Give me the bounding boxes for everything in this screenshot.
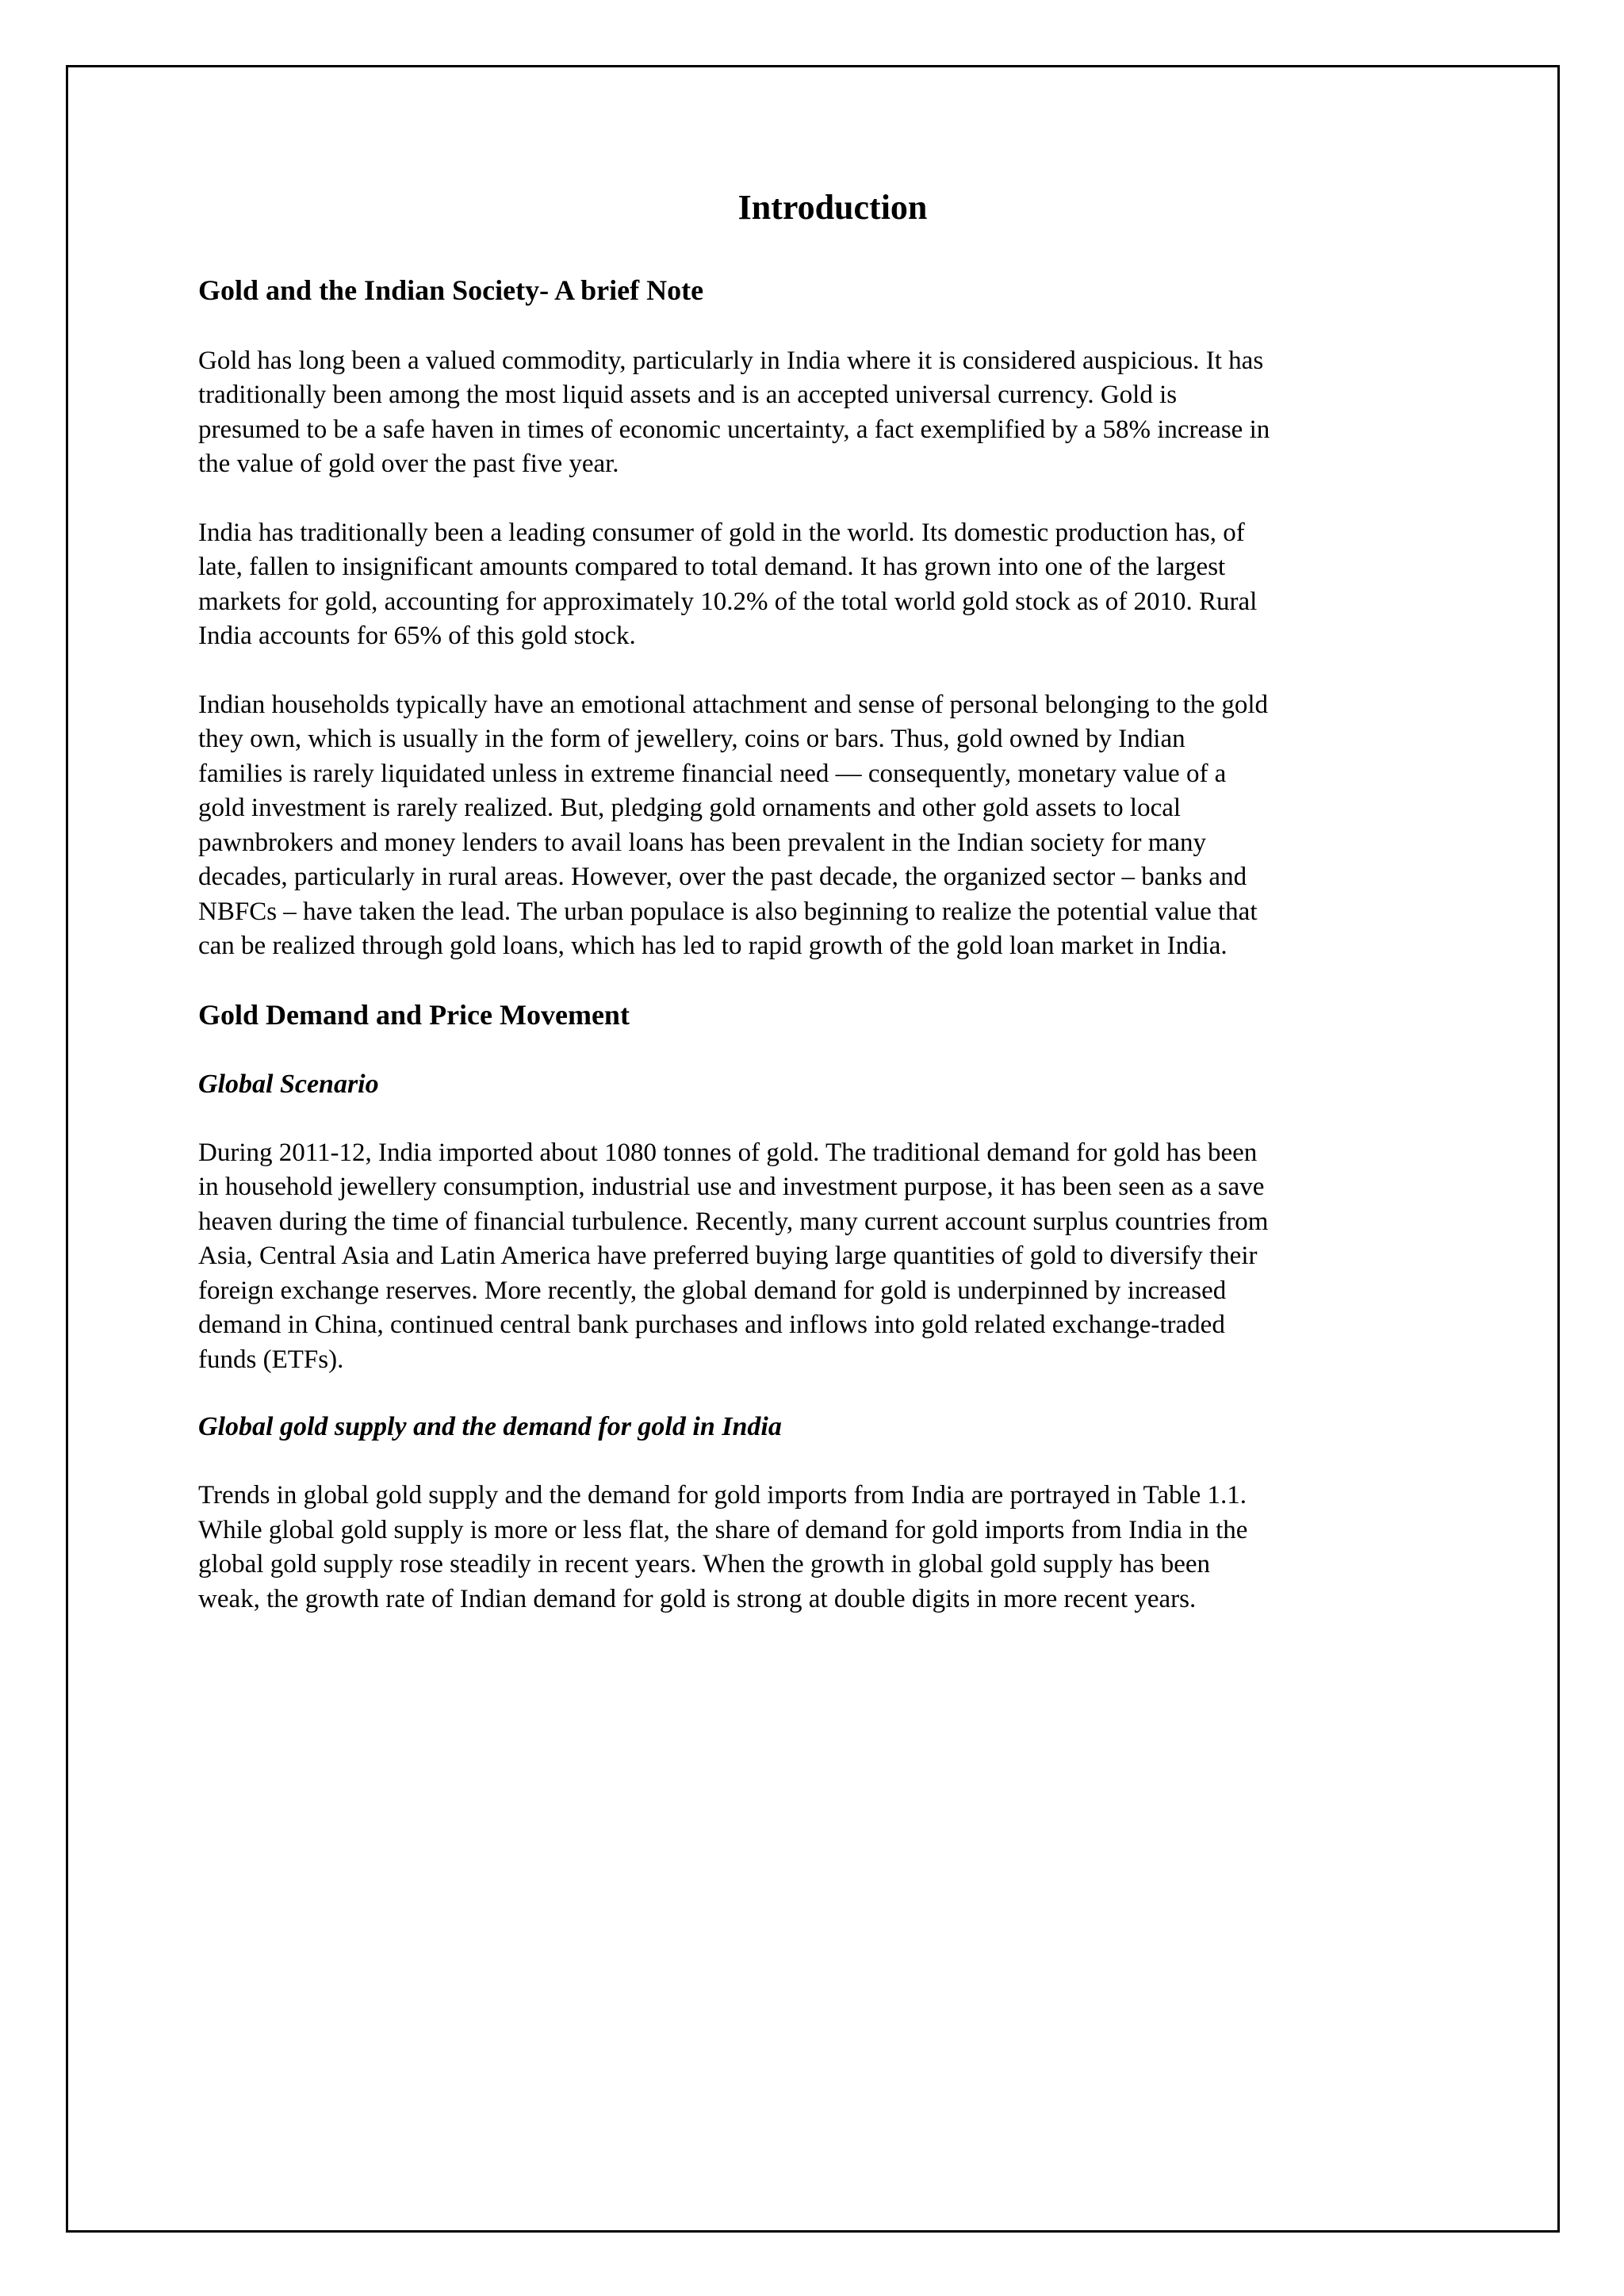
text-line: demand in China, continued central bank purchases and inflows into gold related exchange-traded — [198, 1311, 1225, 1340]
paragraph-global-supply-trends — [198, 1479, 1435, 1617]
text-line: in household jewellery consumption, industrial use and investment purpose, it has been seen as a save — [198, 1173, 1265, 1202]
text-line: the value of gold over the past five year. — [198, 450, 619, 479]
text-line: presumed to be a safe haven in times of economic uncertainty, a fact exemplified by a 58% increase in — [198, 415, 1270, 444]
text-line: Trends in global gold supply and the demand for gold imports from India are portrayed in Table 1.1. — [198, 1481, 1247, 1510]
subsection-heading-global-scenario: Global Scenario — [198, 1070, 379, 1100]
document-content — [198, 187, 1435, 1651]
paragraph-indian-households — [198, 688, 1435, 964]
text-line: foreign exchange reserves. More recently, the global demand for gold is underpinned by increased — [198, 1276, 1227, 1305]
section-heading-gold-indian-society: Gold and the Indian Society- A brief Note — [198, 274, 704, 306]
section-heading-gold-demand-price: Gold Demand and Price Movement — [198, 998, 630, 1031]
text-line: heaven during the time of financial turbulence. Recently, many current account surplus countries from — [198, 1207, 1269, 1236]
text-line: gold investment is rarely realized. But, pledging gold ornaments and other gold assets to local — [198, 794, 1182, 823]
text-line: pawnbrokers and money lenders to avail loans has been prevalent in the Indian society for many — [198, 828, 1207, 857]
text-line: Gold has long been a valued commodity, particularly in India where it is considered auspicious. It has — [198, 346, 1264, 375]
text-line: traditionally been among the most liquid assets and is an accepted universal currency. Gold is — [198, 381, 1178, 410]
text-line: families is rarely liquidated unless in extreme financial need — consequently, monetary value of a — [198, 759, 1227, 788]
paragraph-gold-valued-commodity — [198, 344, 1435, 482]
text-line: funds (ETFs). — [198, 1345, 344, 1374]
text-line: India has traditionally been a leading consumer of gold in the world. Its domestic production has, of — [198, 518, 1245, 547]
page-title: Introduction — [737, 188, 928, 227]
paragraph-india-consumer — [198, 516, 1435, 654]
text-line: markets for gold, accounting for approximately 10.2% of the total world gold stock as of 2010. Rural — [198, 587, 1258, 616]
text-line: During 2011-12, India imported about 1080 tonnes of gold. The traditional demand for gold has been — [198, 1138, 1258, 1167]
text-line: they own, which is usually in the form of jewellery, coins or bars. Thus, gold owned by Indian — [198, 725, 1185, 754]
text-line: While global gold supply is more or less flat, the share of demand for gold imports from India in the — [198, 1515, 1248, 1544]
text-line: late, fallen to insignificant amounts compared to total demand. It has grown into one of the largest — [198, 553, 1226, 582]
text-line: Asia, Central Asia and Latin America have preferred buying large quantities of gold to diversify their — [198, 1242, 1258, 1271]
text-line: Indian households typically have an emotional attachment and sense of personal belonging to the gold — [198, 690, 1268, 719]
text-line: decades, particularly in rural areas. However, over the past decade, the organized sector – banks and — [198, 863, 1247, 892]
text-line: India accounts for 65% of this gold stock. — [198, 622, 636, 651]
text-line: weak, the growth rate of Indian demand for gold is strong at double digits in more recent years. — [198, 1584, 1197, 1613]
paragraph-global-scenario — [198, 1136, 1435, 1378]
subsection-heading-global-supply-india-demand: Global gold supply and the demand for gold in India — [198, 1412, 782, 1442]
text-line: NBFCs – have taken the lead. The urban populace is also beginning to realize the potential value that — [198, 897, 1258, 926]
text-line: global gold supply rose steadily in recent years. When the growth in global gold supply has been — [198, 1550, 1211, 1579]
text-line: can be realized through gold loans, which has led to rapid growth of the gold loan market in India. — [198, 932, 1228, 961]
